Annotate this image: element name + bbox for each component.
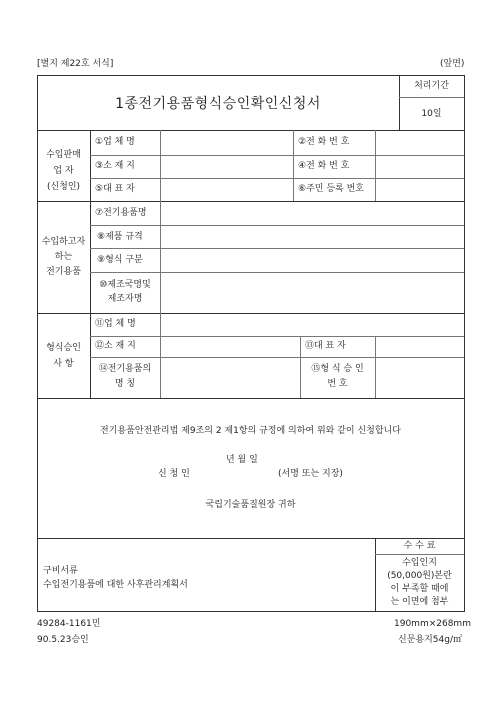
addressee: 국립기술품질원장 귀하 <box>205 500 296 510</box>
representative-label: ⑤대 표 자 <box>95 184 135 194</box>
form-code: 49284-1161민 <box>37 619 101 629</box>
application-date: 년 월 일 <box>226 455 258 465</box>
product-spec-label: ⑧제품 규격 <box>97 232 143 242</box>
page-side-label: (앞면) <box>440 59 465 69</box>
paper-type: 신문용지54g/㎡ <box>398 635 462 645</box>
product-group-label: 수입하고자 하는 전기용품 <box>41 237 86 277</box>
statement-text: 전기용품안전관리법 제9조의 2 제1항의 규정에 의하여 위와 같이 신청합니다 <box>100 426 401 436</box>
applicant-sign-label: 신 청 인 <box>158 469 190 479</box>
approval-number-label: ⑮형 식 승 인 번 호 <box>311 364 364 389</box>
product-name-label: ⑦전기용품명 <box>95 208 147 218</box>
required-documents-item: 수입전기용품에 대한 사후관리계획서 <box>43 580 188 590</box>
form-title: 1종전기용품형식승인확인신청서 <box>115 96 321 112</box>
approval-date: 90.5.23승인 <box>37 635 89 645</box>
approval-representative-label: ⑬대 표 자 <box>305 341 346 351</box>
processing-period-value: 10일 <box>421 108 442 119</box>
approval-company-label: ⑪업 체 명 <box>95 319 136 329</box>
fee-details: 수입인지 (50,000원)본란 이 부족할 때에 는 이면에 첨부 <box>387 558 452 607</box>
approval-group-label: 형식승인 사 항 <box>46 343 81 369</box>
fee-label: 수 수 료 <box>403 541 436 551</box>
product-type-label: ⑨형식 구분 <box>97 255 143 265</box>
company-name-label: ①업 체 명 <box>95 137 135 147</box>
applicant-group-label: 수입판매 업 자 (신청인) <box>46 150 81 192</box>
signature-note: (서명 또는 지장) <box>278 469 343 479</box>
approval-product-label: ⑭전기용품의 명 칭 <box>98 364 152 389</box>
approval-address-label: ⑫소 재 지 <box>95 341 136 351</box>
resident-number-label: ⑥주민 등록 번호 <box>298 184 364 194</box>
address-label: ③소 재 지 <box>95 161 135 171</box>
phone-label: ②전 화 번 호 <box>298 137 350 147</box>
fax-label: ④전 화 번 호 <box>298 161 350 171</box>
form-number: [별지 제22호 서식] <box>37 59 114 69</box>
paper-size: 190mm×268mm <box>394 619 471 629</box>
required-documents-label: 구비서류 <box>43 566 78 576</box>
processing-period-label: 처리기간 <box>414 81 449 91</box>
manufacturer-label: ⑩제조국명및 제조자명 <box>99 280 151 304</box>
